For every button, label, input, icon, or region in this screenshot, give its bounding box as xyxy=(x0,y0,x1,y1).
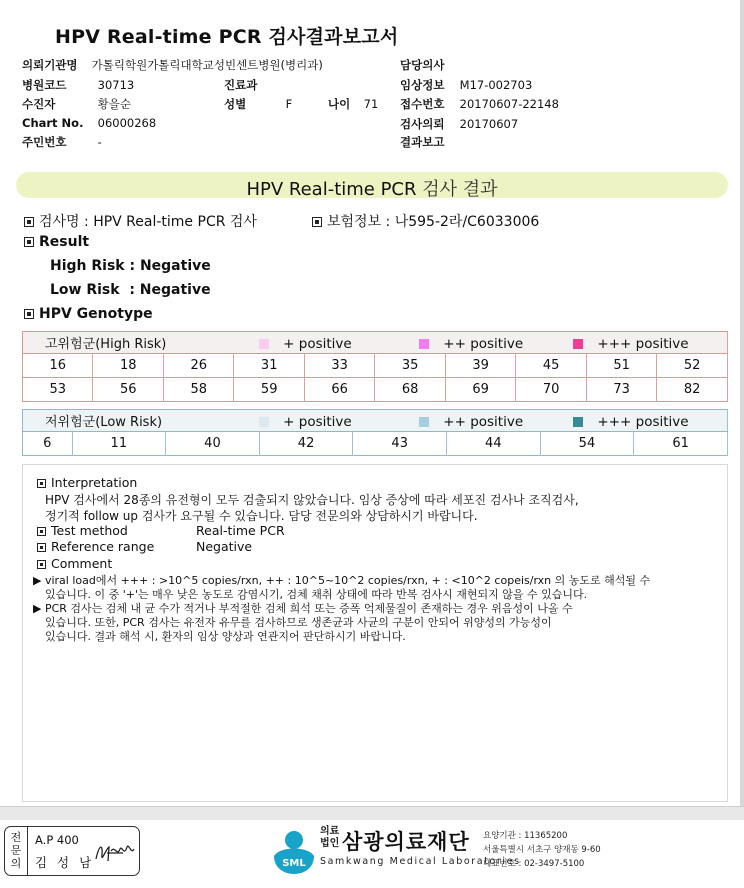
page-right-edge xyxy=(740,0,744,820)
comment-text-5: 있습니다. 결과 해석 시, 환자의 임상 양상과 연관지어 판단하시기 바랍니다. xyxy=(45,630,406,643)
square-bullet-icon xyxy=(312,217,322,227)
low-legend-label-1: + positive xyxy=(283,414,352,430)
department-row xyxy=(224,77,261,93)
result-band xyxy=(16,172,728,198)
high-risk-title: 고위험군(High Risk) xyxy=(45,337,167,352)
high-risk-genotype-table xyxy=(22,331,728,402)
interpretation-box xyxy=(22,464,728,802)
legend-plus-3 xyxy=(573,336,688,352)
genotype-cell: 40 xyxy=(166,432,260,456)
report-row xyxy=(400,134,460,150)
age-label: 나이 xyxy=(328,97,351,111)
reference-range-value: Negative xyxy=(196,539,253,554)
low-legend-plus-2 xyxy=(419,414,569,430)
genotype-cell: 51 xyxy=(586,354,656,378)
request-date-value: 20170607 xyxy=(459,117,519,131)
org-address: 서울특별시 서초구 양재동 9-60 xyxy=(483,845,601,855)
high-risk-header-row xyxy=(23,332,728,354)
genotype-cell: 70 xyxy=(516,378,586,402)
genotype-cell: 52 xyxy=(657,354,728,378)
genotype-cell: 82 xyxy=(657,378,728,402)
comment-text-4: 있습니다. 또한, PCR 검사는 유전자 유무를 검사하므로 생존균과 사균의 구분이 안되어 위양성의 가능성이 xyxy=(45,616,552,629)
genotype-cell: 44 xyxy=(447,432,541,456)
low-risk-genotype-table xyxy=(22,409,728,456)
clinical-info-value: M17-002703 xyxy=(459,78,533,92)
insurance-line xyxy=(312,211,539,231)
comment-heading-line xyxy=(37,556,112,571)
age-value: 71 xyxy=(363,97,379,111)
reference-range-line xyxy=(37,539,252,554)
low-legend-label-2: ++ positive xyxy=(443,414,524,430)
legend-swatch-1 xyxy=(259,339,269,349)
genotype-cell: 56 xyxy=(93,378,163,402)
comment-text-3: ▶ PCR 검사는 검체 내 균 수가 적거나 부적절한 검체 희석 또는 증폭 억제물질이 존재하는 경우 위음성이 나올 수 xyxy=(33,602,573,615)
test-method-value: Real-time PCR xyxy=(196,523,285,538)
low-risk-result: Low Risk : Negative xyxy=(50,282,211,298)
high-risk-header xyxy=(23,332,728,354)
specialist-code: A.P 400 xyxy=(35,833,79,847)
genotype-cell: 42 xyxy=(259,432,353,456)
doctor-label: 담당의사 xyxy=(400,58,445,72)
chart-no-value: 06000268 xyxy=(97,116,157,130)
genotype-cell: 69 xyxy=(445,378,515,402)
handwritten-signature-icon xyxy=(93,837,137,867)
genotype-cell: 73 xyxy=(586,378,656,402)
receipt-no-label: 접수번호 xyxy=(400,97,445,111)
patient-row xyxy=(22,96,131,112)
genotype-cell: 31 xyxy=(234,354,304,378)
sex-label: 성별 xyxy=(224,97,247,111)
legend-label-3: +++ positive xyxy=(597,336,689,352)
age-row xyxy=(328,96,378,112)
genotype-cell: 58 xyxy=(163,378,233,402)
square-bullet-icon xyxy=(24,237,34,247)
sml-logo-icon xyxy=(270,826,318,876)
specialist-label: 전문의 xyxy=(10,831,22,870)
test-method-line xyxy=(37,523,285,538)
page-bottom-edge xyxy=(0,806,744,820)
low-risk-header-row xyxy=(23,410,728,432)
receipt-no-value: 20170607-22148 xyxy=(459,97,559,111)
doctor-row xyxy=(400,57,448,73)
receipt-no-row xyxy=(400,96,559,112)
genotype-cell: 59 xyxy=(234,378,304,402)
genotype-cell: 26 xyxy=(163,354,233,378)
genotype-cell: 66 xyxy=(304,378,374,402)
insurance-info: 보험정보 : 나595-2라/C6033006 xyxy=(327,214,540,230)
institution-label: 의뢰기관명 xyxy=(22,58,78,72)
low-risk-row xyxy=(23,432,728,456)
genotype-cell: 6 xyxy=(23,432,73,456)
high-risk-row-1 xyxy=(23,354,728,378)
legend-swatch-3 xyxy=(573,339,583,349)
sex-value: F xyxy=(285,97,293,111)
genotype-cell: 45 xyxy=(516,354,586,378)
square-bullet-icon xyxy=(24,217,34,227)
test-name-line xyxy=(24,211,257,231)
sex-row xyxy=(224,96,292,112)
genotype-cell: 53 xyxy=(23,378,93,402)
request-date-row xyxy=(400,116,518,132)
chart-no-row xyxy=(22,116,156,130)
resident-no-row xyxy=(22,134,102,150)
hospital-code-value: 30713 xyxy=(97,78,135,92)
legend-plus-2 xyxy=(419,336,569,352)
low-legend-swatch-1 xyxy=(259,417,269,427)
square-bullet-icon xyxy=(37,543,46,552)
resident-no-label: 주민번호 xyxy=(22,135,67,149)
high-risk-result: High Risk : Negative xyxy=(50,258,211,274)
legend-label-1: + positive xyxy=(283,336,352,352)
comment-label: Comment xyxy=(51,556,113,571)
institution-value: 가톨릭학원가톨릭대학교성빈센트병원(병리과) xyxy=(91,58,323,72)
result-band-suffix: 검사 결과 xyxy=(422,179,498,200)
patient-value: 황을순 xyxy=(97,97,131,111)
genotype-cell: 33 xyxy=(304,354,374,378)
report-label: 결과보고 xyxy=(400,135,445,149)
genotype-cell: 43 xyxy=(353,432,447,456)
logo-text: SML xyxy=(282,858,306,869)
low-legend-swatch-2 xyxy=(419,417,429,427)
result-band-title xyxy=(16,175,728,201)
low-legend-label-3: +++ positive xyxy=(597,414,689,430)
interpretation-label: Interpretation xyxy=(51,475,138,490)
interpretation-text-2: 정기적 follow up 검사가 요구될 수 있습니다. 담당 전문의와 상담하시기 바랍니다. xyxy=(45,509,478,523)
genotype-cell: 39 xyxy=(445,354,515,378)
org-english-name: Samkwang Medical Laboratories xyxy=(320,856,521,867)
request-date-label: 검사의뢰 xyxy=(400,117,445,131)
signature-divider xyxy=(27,827,28,875)
result-heading-line xyxy=(24,234,89,250)
low-legend-plus-1 xyxy=(259,414,415,430)
genotype-cell: 18 xyxy=(93,354,163,378)
genotype-cell: 16 xyxy=(23,354,93,378)
org-phone: 대표번호 : 02-3497-5100 xyxy=(483,859,585,869)
org-name: 삼광의료재단 xyxy=(342,830,470,854)
org-prefix-1: 의료 xyxy=(320,826,340,837)
genotype-cell: 54 xyxy=(540,432,634,456)
low-legend-swatch-3 xyxy=(573,417,583,427)
result-heading: Result xyxy=(39,234,90,250)
test-method-label: Test method xyxy=(51,523,128,538)
genotype-heading-line xyxy=(24,306,153,322)
low-risk-header xyxy=(23,410,728,432)
square-bullet-icon xyxy=(37,479,46,488)
reference-range-label: Reference range xyxy=(51,539,155,554)
genotype-cell: 11 xyxy=(72,432,166,456)
square-bullet-icon xyxy=(37,527,46,536)
low-legend-plus-3 xyxy=(573,414,688,430)
interpretation-text-1: HPV 검사에서 28종의 유전형이 모두 검출되지 않았습니다. 임상 증상에 따라 세포진 검사나 조직검사, xyxy=(45,493,579,507)
report-title: HPV Real-time PCR 검사결과보고서 xyxy=(55,26,399,48)
institution-row xyxy=(22,57,323,73)
clinical-info-label: 임상정보 xyxy=(400,78,445,92)
genotype-cell: 68 xyxy=(375,378,445,402)
org-prefix-2: 법인 xyxy=(320,838,340,849)
high-risk-row-2 xyxy=(23,378,728,402)
genotype-cell: 61 xyxy=(634,432,728,456)
clinical-info-row xyxy=(400,77,532,93)
patient-label: 수진자 xyxy=(22,97,56,111)
result-band-main: HPV Real-time PCR xyxy=(246,179,417,200)
legend-label-2: ++ positive xyxy=(443,336,524,352)
genotype-heading: HPV Genotype xyxy=(39,306,153,322)
specialist-signature-box xyxy=(4,826,140,876)
legend-plus-1 xyxy=(259,336,415,352)
interpretation-heading-line xyxy=(37,475,137,490)
hospital-code-label: 병원코드 xyxy=(22,78,67,92)
comment-text-2: 있습니다. 이 중 '+'는 매우 낮은 농도로 감염시기, 검체 채취 상태에 따라 반복 검사시 재현되지 않을 수 있습니다. xyxy=(45,588,588,601)
specialist-name: 김 성 남 xyxy=(35,855,95,870)
hospital-code-row xyxy=(22,77,134,93)
comment-text-1: ▶ viral load에서 +++ : >10^5 copies/rxn, ++ : 10^5~10^2 copies/rxn, + : <10^2 copeis/rxn 의 농도로 해석될 수 xyxy=(33,574,651,587)
org-prefix xyxy=(320,826,339,850)
genotype-cell: 35 xyxy=(375,354,445,378)
chart-no-label: Chart No. xyxy=(22,116,84,130)
square-bullet-icon xyxy=(24,309,34,319)
resident-no-value: - xyxy=(97,135,102,149)
test-name: 검사명 : HPV Real-time PCR 검사 xyxy=(39,214,257,230)
low-risk-title: 저위험군(Low Risk) xyxy=(45,415,163,430)
department-label: 진료과 xyxy=(224,78,258,92)
institution-number: 요양기관 : 11365200 xyxy=(483,831,568,841)
square-bullet-icon xyxy=(37,560,46,569)
legend-swatch-2 xyxy=(419,339,429,349)
